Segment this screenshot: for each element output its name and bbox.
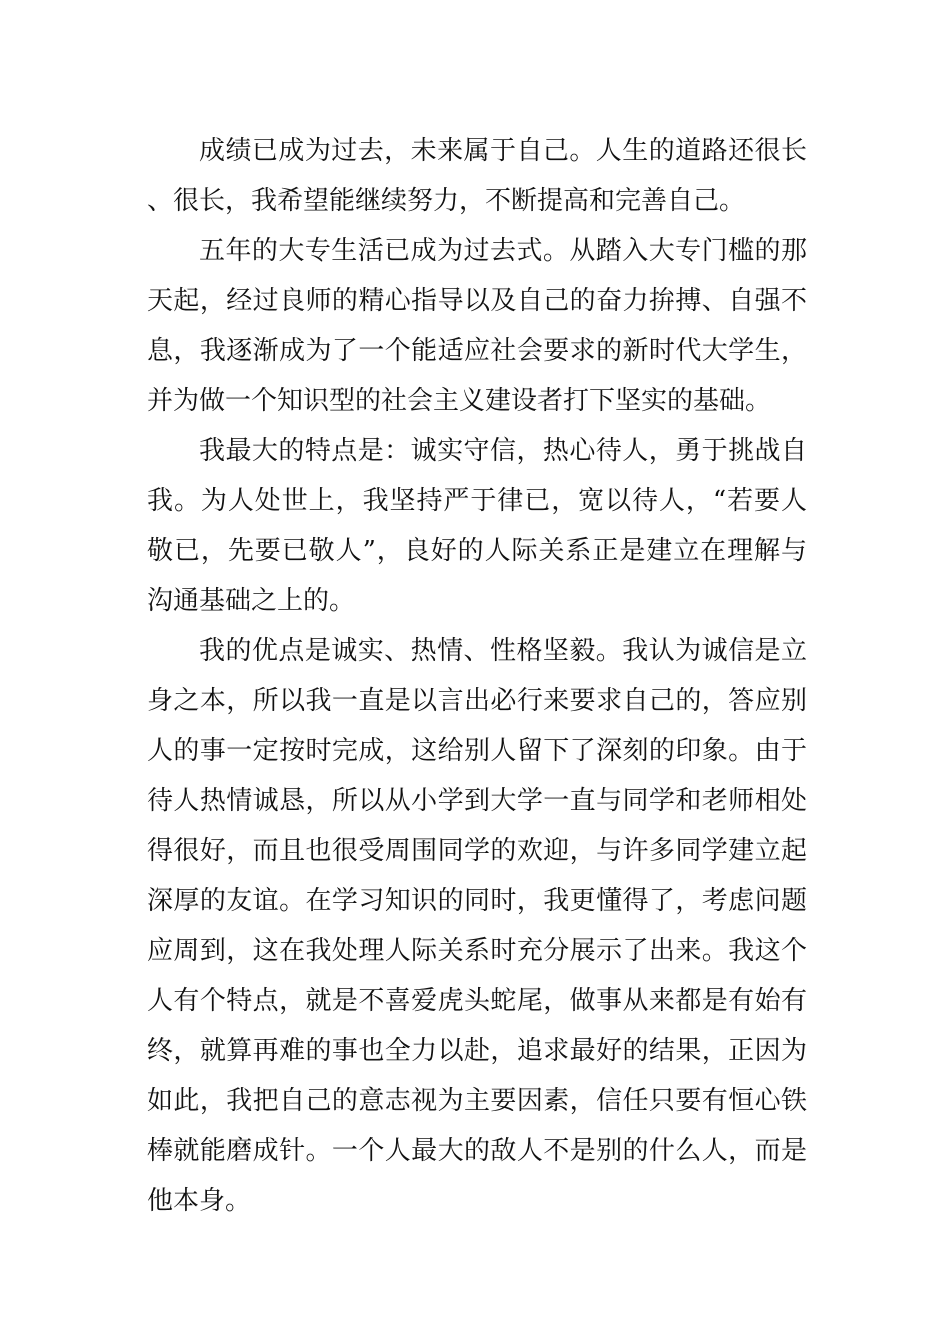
paragraph-1: 成绩已成为过去，未来属于自己。人生的道路还很长、很长，我希望能继续努力，不断提高和完善自己。 <box>147 136 807 216</box>
paragraph-3: 我最大的特点是：诚实守信，热心待人，勇于挑战自我。为人处世上，我坚持严于律已，宽以待人，“若要人敬已，先要已敬人”，良好的人际关系正是建立在理解与沟通基础之上的。 <box>147 436 807 616</box>
document-body <box>147 126 807 1226</box>
paragraph-4: 我的优点是诚实、热情、性格坚毅。我认为诚信是立身之本，所以我一直是以言出必行来要求自己的，答应别人的事一定按时完成，这给别人留下了深刻的印象。由于待人热情诚恳，所以从小学到大学一直与同学和老师相处得很好，而且也很受周围同学的欢迎，与许多同学建立起深厚的友谊。在学习知识的同时，我更懂得了，考虑问题应周到，这在我处理人际关系时充分展示了出来。我这个人有个特点，就是不喜爱虎头蛇尾，做事从来都是有始有终，就算再难的事也全力以赴，追求最好的结果，正因为如此，我把自己的意志视为主要因素，信任只要有恒心铁棒就能磨成针。一个人最大的敌人不是别的什么人，而是他本身。 <box>147 636 807 1216</box>
paragraph-2: 五年的大专生活已成为过去式。从踏入大专门槛的那天起，经过良师的精心指导以及自己的奋力拚搏、自强不息，我逐渐成为了一个能适应社会要求的新时代大学生，并为做一个知识型的社会主义建设者打下坚实的基础。 <box>147 236 807 416</box>
